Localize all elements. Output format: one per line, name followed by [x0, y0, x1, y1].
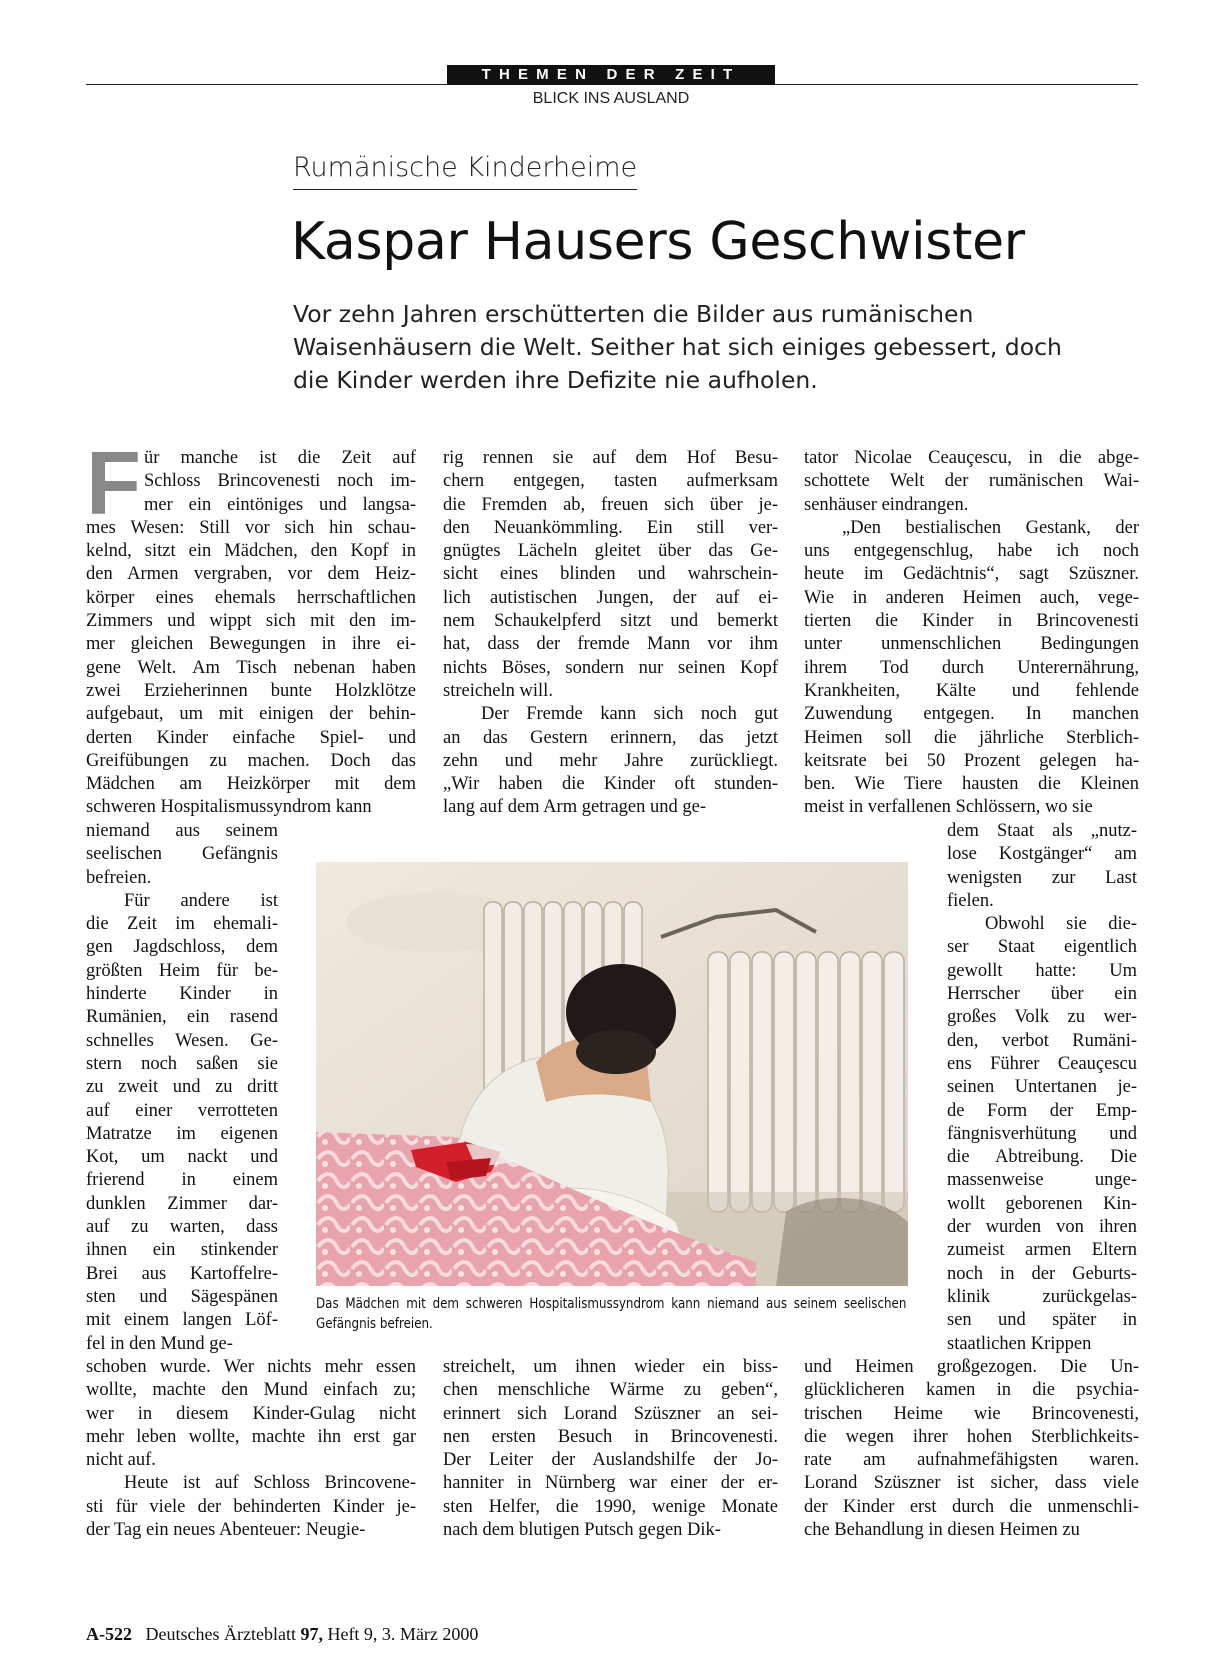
text-line: dunklen Zimmer dar- [86, 1193, 278, 1214]
text-line: lich autistischen Jungen, der auf ei- [443, 587, 778, 608]
text-line: körper eines ehemals herrschaftlichen [86, 587, 416, 608]
text-line: an das Gestern erinnern, das jetzt [443, 727, 778, 748]
text-line: rate am aufnahmefähigsten waren. [804, 1450, 1139, 1471]
text-line: nach dem blutigen Putsch gegen Dik- [443, 1520, 721, 1541]
caption-line: Gefängnis befreien. [316, 1316, 433, 1332]
text-line: auf einer verrotteten [86, 1100, 278, 1121]
text-line: ben. Wie Tiere hausten die Kleinen [804, 774, 1139, 795]
text-line: den, verbot Rumäni- [947, 1030, 1137, 1051]
text-line: „Wir haben die Kinder oft stunden- [443, 774, 778, 795]
text-line: chern entgegen, tasten aufmerksam [443, 471, 778, 492]
text-line: lang auf dem Arm getragen und ge- [443, 797, 707, 818]
article-kicker: Rumänische Kinderheime [293, 152, 637, 190]
text-line: und Heimen großgezogen. Die Un- [804, 1357, 1139, 1377]
text-line: nicht auf. [86, 1450, 156, 1471]
journal-issue: Heft 9, 3. März 2000 [327, 1624, 479, 1644]
text-line: schottete Welt der rumänischen Wai- [804, 471, 1139, 492]
text-line: auf zu warten, dass [86, 1217, 278, 1238]
text-line: Für andere ist [124, 890, 278, 911]
text-line: seinen Untertanen je- [947, 1077, 1137, 1098]
text-line: Heute ist auf Schloss Brincovene- [124, 1473, 416, 1494]
text-line: nem Schaukelpferd sitzt und bemerkt [443, 611, 778, 632]
text-line: Zimmers und wippt sich mit den im- [86, 611, 416, 632]
text-line: stern noch saßen sie [86, 1053, 278, 1074]
text-line: sten und Sägespänen [86, 1286, 278, 1307]
text-line: schweren Hospitalismussyndrom kann [86, 797, 372, 818]
text-line: Wie in anderen Heimen auch, vege- [804, 587, 1139, 608]
text-line: Brei aus Kartoffelre- [86, 1263, 278, 1284]
text-line: zu zweit und zu dritt [86, 1077, 278, 1098]
section-band: THEMEN DER ZEIT [447, 65, 775, 85]
text-line: aufgebaut, um mit einigen der behin- [86, 704, 416, 725]
text-line: wollt geborenen Kin- [947, 1193, 1137, 1214]
text-line: größten Heim für be- [86, 960, 278, 981]
text-line: streicheln will. [443, 680, 553, 701]
text-line: Herrscher über ein [947, 984, 1137, 1005]
text-line: trischen Heime wie Brincovenesti, [804, 1403, 1139, 1424]
text-line: glücklicheren kamen in die psychia- [804, 1380, 1139, 1401]
text-line: chen menschliche Wärme zu geben“, [443, 1380, 778, 1401]
text-line: fängnisverhütung und [947, 1123, 1137, 1144]
text-line: seelischen Gefängnis [86, 844, 278, 865]
photo-illustration [316, 862, 908, 1286]
text-line: noch in der Geburts- [947, 1263, 1137, 1284]
lead-line: Waisenhäusern die Welt. Seither hat sich einiges gebessert, doch [293, 333, 1062, 361]
text-line: ür manche ist die Zeit auf [144, 448, 416, 468]
photo-caption [316, 1294, 907, 1334]
column-3-bottom [804, 1356, 1139, 1542]
text-line: nichts Böses, sondern nur seinen Kopf [443, 657, 778, 678]
text-line: sen und später in [947, 1310, 1137, 1331]
column-1-bottom [86, 1356, 416, 1542]
text-line: sti für viele der behinderten Kinder je- [86, 1496, 416, 1517]
journal-name: Deutsches Ärzteblatt [145, 1624, 296, 1644]
text-line: sicht eines blinden und wahrschein- [443, 564, 778, 585]
text-line: gnügtes Lächeln gleitet über das Ge- [443, 541, 778, 562]
text-line: mer gleichen Bewegungen in ihre ei- [86, 634, 416, 655]
text-line: der Kinder erst durch die unmenschli- [804, 1496, 1139, 1517]
caption-line: Das Mädchen mit dem schweren Hospitalismussyndrom kann niemand aus seinem seelischen [316, 1296, 907, 1312]
text-line: den Armen vergraben, vor dem Heiz- [86, 564, 416, 585]
text-line: der Tag ein neues Abenteuer: Neugie- [86, 1520, 366, 1541]
text-line: befreien. [86, 867, 152, 888]
text-line: lose Kostgänger“ am [947, 844, 1137, 865]
lead-line: die Kinder werden ihre Defizite nie aufholen. [293, 366, 818, 394]
text-line: zehn und mehr Jahre zurückliegt. [443, 750, 778, 771]
page-number: A-522 [86, 1624, 132, 1644]
text-line: Der Leiter der Auslandshilfe der Jo- [443, 1450, 778, 1471]
text-line: mehr leben wollte, machte ihn erst gar [86, 1426, 416, 1447]
text-line: Heimen soll die jährliche Sterblich- [804, 727, 1139, 748]
text-line: die Fremden ab, freuen sich über je- [443, 494, 778, 515]
text-line: wer in diesem Kinder-Gulag nicht [86, 1403, 416, 1424]
text-line: hat, dass der fremde Mann vor ihm [443, 634, 778, 655]
text-line: zumeist armen Eltern [947, 1240, 1137, 1261]
text-line: massenweise unge- [947, 1170, 1137, 1191]
text-line: kelnd, sitzt ein Mädchen, den Kopf in [86, 541, 416, 562]
column-3-narrow [947, 820, 1137, 1356]
column-2-top [443, 447, 778, 820]
text-line: ens Führer Ceauçescu [947, 1053, 1137, 1074]
text-line: senhäuser eindrangen. [804, 494, 969, 515]
text-line: Mädchen am Heizkörper mit dem [86, 774, 416, 795]
text-line: niemand aus seinem [86, 821, 278, 841]
text-line: gen Jagdschloss, dem [86, 937, 278, 958]
article-lead [293, 298, 1093, 397]
text-line: sten Helfer, die 1990, wenige Monate [443, 1496, 778, 1517]
text-line: tierten die Kinder in Brincovenesti [804, 611, 1139, 632]
text-line: großes Volk zu wer- [947, 1007, 1137, 1028]
text-line: gene Welt. Am Tisch nebenan haben [86, 657, 416, 678]
text-line: erinnert sich Lorand Szüszner an sei- [443, 1403, 778, 1424]
text-line: die wegen ihrer hohen Sterblichkeits- [804, 1426, 1139, 1447]
text-line: staatlichen Krippen [947, 1333, 1092, 1354]
text-line: der wurden von ihren [947, 1217, 1137, 1238]
text-line: meist in verfallenen Schlössern, wo sie [804, 797, 1093, 818]
text-line: klinik zurückgelas- [947, 1286, 1137, 1307]
text-line: keitsrate bei 50 Prozent gelegen ha- [804, 750, 1139, 771]
article-headline: Kaspar Hausers Geschwister [291, 212, 1025, 272]
text-line: dem Staat als „nutz- [947, 821, 1137, 841]
text-line: ser Staat eigentlich [947, 937, 1137, 958]
text-line: frierend in einem [86, 1170, 278, 1191]
lead-line: Vor zehn Jahren erschütterten die Bilder aus rumänischen [293, 300, 974, 328]
text-line: zwei Erzieherinnen bunte Holzklötze [86, 680, 416, 701]
text-line: nen ersten Besuch in Brincovenesti. [443, 1426, 778, 1447]
text-line: wollte, machte den Mund einfach zu; [86, 1380, 416, 1401]
text-line: gewollt hatte: Um [947, 960, 1137, 981]
text-line: ihnen ein stinkender [86, 1240, 278, 1261]
text-line: Schloss Brincovenesti noch im- [144, 471, 416, 492]
text-line: die Zeit im ehemali- [86, 914, 278, 935]
text-line: Greifübungen zu machen. Doch das [86, 750, 416, 771]
text-line: uns entgegenschlug, habe ich noch [804, 541, 1139, 562]
text-line: che Behandlung in diesen Heimen zu [804, 1520, 1080, 1541]
text-line: Krankheiten, Kälte und fehlende [804, 680, 1139, 701]
column-3-top [804, 447, 1139, 820]
journal-volume: 97, [300, 1624, 323, 1644]
column-2-bottom [443, 1356, 778, 1542]
text-line: de Form der Emp- [947, 1100, 1137, 1121]
text-line: mer ein eintöniges und langsa- [144, 494, 416, 515]
text-line: hinderte Kinder in [86, 984, 278, 1005]
text-line: rig rennen sie auf dem Hof Besu- [443, 448, 778, 468]
text-line: die Abtreibung. Die [947, 1147, 1137, 1168]
text-line: Der Fremde kann sich noch gut [481, 704, 778, 725]
page-footer [86, 1624, 478, 1645]
column-1-narrow [86, 820, 278, 1356]
text-line: fielen. [947, 890, 994, 911]
text-line: ihrem Tod durch Unterernährung, [804, 657, 1139, 678]
section-subtitle: BLICK INS AUSLAND [532, 90, 690, 107]
text-line: derten Kinder einfache Spiel- und [86, 727, 416, 748]
text-line: Rumänien, ein rasend [86, 1007, 278, 1028]
column-1-top [86, 447, 416, 820]
text-line: „Den bestialischen Gestank, der [842, 517, 1139, 538]
text-line: den Neuankömmling. Ein still ver- [443, 517, 778, 538]
text-line: mit einem langen Löf- [86, 1310, 278, 1331]
text-line: Zuwendung entgegen. In manchen [804, 704, 1139, 725]
text-line: Obwohl sie die- [985, 914, 1137, 935]
text-line: hanniter in Nürnberg war einer der er- [443, 1473, 778, 1494]
text-line: unter unmenschlichen Bedingungen [804, 634, 1139, 655]
text-line: fel in den Mund ge- [86, 1333, 233, 1354]
text-line: heute im Gedächtnis“, sagt Szüszner. [804, 564, 1139, 585]
text-line: Lorand Szüszner ist sicher, dass viele [804, 1473, 1139, 1494]
text-line: schoben wurde. Wer nichts mehr essen [86, 1357, 416, 1377]
text-line: wenigsten zur Last [947, 867, 1137, 888]
text-line: mes Wesen: Still vor sich hin schau- [86, 517, 416, 538]
text-line: tator Nicolae Ceauçescu, in die abge- [804, 448, 1139, 468]
article-photo [316, 862, 908, 1286]
text-line: schnelles Wesen. Ge- [86, 1030, 278, 1051]
text-line: Matratze im eigenen [86, 1123, 278, 1144]
text-line: Kot, um nackt und [86, 1147, 278, 1168]
text-line: streichelt, um ihnen wieder ein biss- [443, 1357, 778, 1377]
drop-cap: F [86, 434, 141, 534]
